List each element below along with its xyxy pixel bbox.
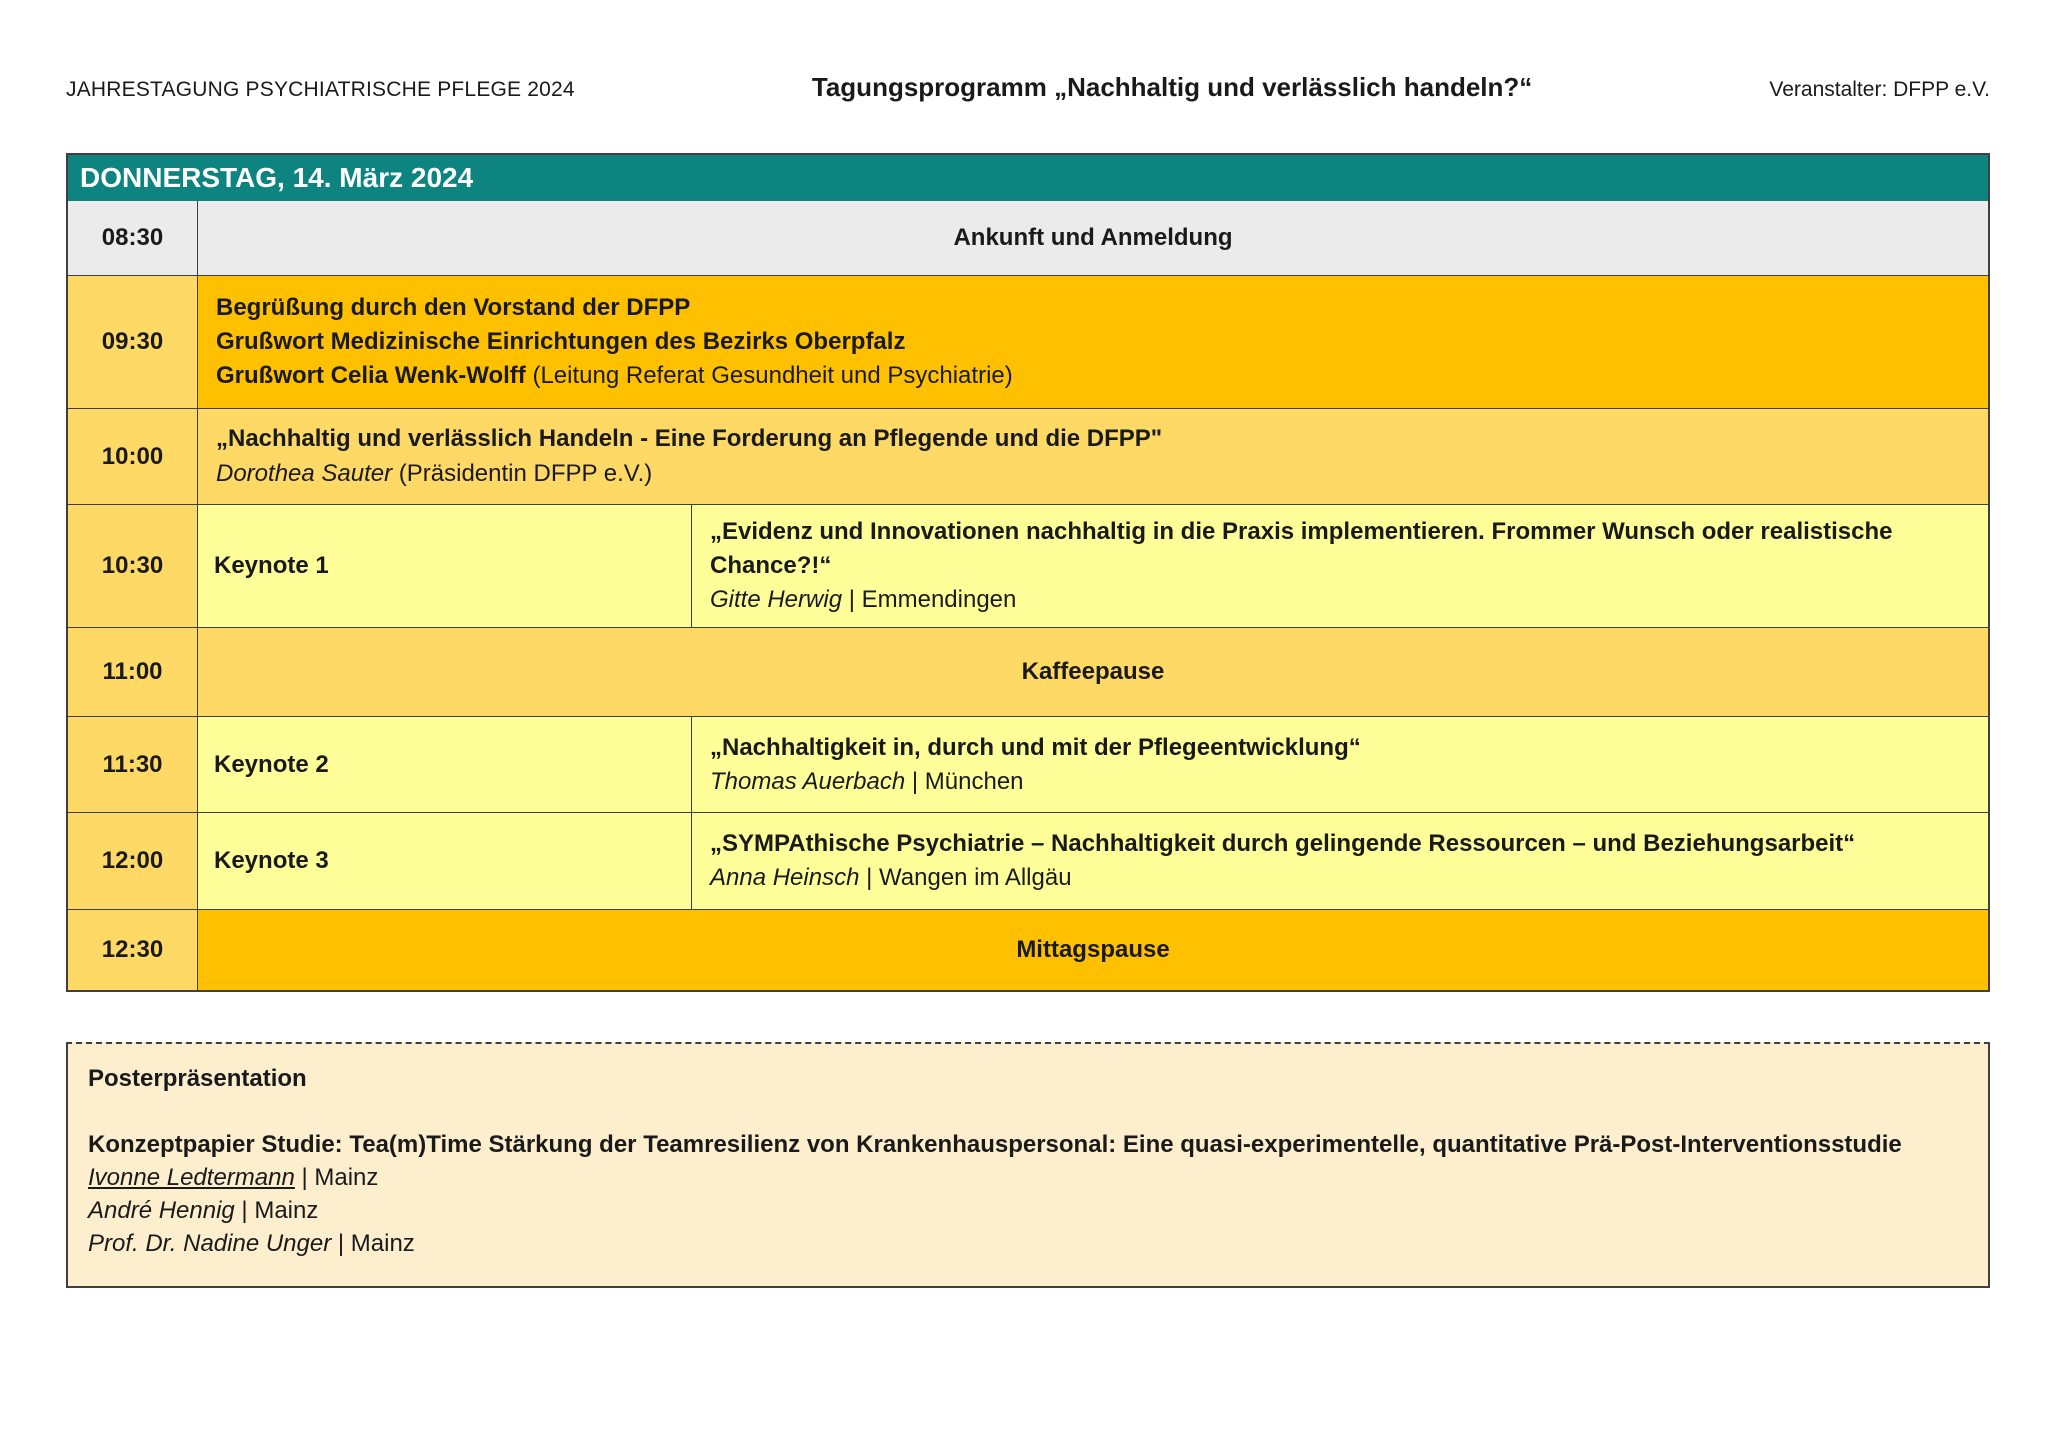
time-cell: 12:00 bbox=[68, 813, 198, 909]
event-cell bbox=[692, 717, 1988, 812]
greeting-line bbox=[216, 291, 1970, 325]
poster-heading: Posterpräsentation bbox=[88, 1065, 307, 1093]
table-row-arrival bbox=[68, 201, 1988, 275]
speaker-name: Dorothea Sauter bbox=[216, 459, 393, 487]
speaker-name: Gitte Herwig bbox=[710, 586, 843, 614]
speaker-line bbox=[710, 861, 1970, 895]
greeting-line bbox=[216, 359, 1970, 393]
time-cell: 12:30 bbox=[68, 910, 198, 990]
author-name: Ivonne Ledtermann bbox=[88, 1164, 295, 1192]
author-name: André Hennig bbox=[88, 1197, 235, 1225]
break-text: Mittagspause bbox=[1016, 936, 1170, 964]
page-title: Tagungsprogramm „Nachhaltig und verlässlich handeln?“ bbox=[811, 72, 1533, 102]
event-cell bbox=[692, 813, 1988, 909]
author-city: | Mainz bbox=[234, 1197, 319, 1225]
time-cell: 08:30 bbox=[68, 201, 198, 275]
greeting-text: Begrüßung durch den Vorstand der DFPP bbox=[216, 293, 691, 321]
poster-presentation-box bbox=[66, 1042, 1990, 1288]
day-header: DONNERSTAG, 14. März 2024 bbox=[68, 155, 1988, 201]
speaker-name: Anna Heinsch bbox=[710, 864, 860, 892]
table-row-talk bbox=[68, 408, 1988, 504]
table-row-keynote-3 bbox=[68, 812, 1988, 909]
greeting-text: Grußwort Medizinische Einrichtungen des Bezirks Oberpfalz bbox=[216, 327, 906, 355]
table-row-keynote-2 bbox=[68, 716, 1988, 812]
time-cell: 11:30 bbox=[68, 717, 198, 812]
speaker-line bbox=[216, 457, 1970, 491]
keynote-label: Keynote 2 bbox=[198, 717, 692, 812]
talk-title: „Nachhaltig und verlässlich Handeln - Eine Forderung an Pflegende und die DFPP" bbox=[216, 425, 1163, 453]
keynote-title: „Evidenz und Innovationen nachhaltig in die Praxis implementieren. Frommer Wunsch oder realistische Chance?!“ bbox=[710, 518, 1893, 580]
event-text: Ankunft und Anmeldung bbox=[953, 223, 1233, 251]
speaker-city: | München bbox=[905, 767, 1024, 795]
event-cell bbox=[198, 628, 1988, 716]
time-cell: 10:30 bbox=[68, 505, 198, 627]
poster-author bbox=[88, 1227, 1964, 1260]
break-text: Kaffeepause bbox=[1021, 658, 1165, 686]
keynote-label: Keynote 3 bbox=[198, 813, 692, 909]
organizer-label: Veranstalter: DFPP e.V. bbox=[1769, 78, 1990, 101]
event-cell bbox=[198, 409, 1988, 504]
keynote-title: „SYMPAthische Psychiatrie – Nachhaltigkeit durch gelingende Ressourcen – und Beziehungsarbeit“ bbox=[710, 830, 1856, 858]
table-row-keynote-1 bbox=[68, 504, 1988, 627]
greeting-role: (Leitung Referat Gesundheit und Psychiatrie) bbox=[525, 362, 1013, 390]
speaker-role: (Präsidentin DFPP e.V.) bbox=[392, 459, 653, 487]
time-cell: 10:00 bbox=[68, 409, 198, 504]
event-cell bbox=[198, 910, 1988, 990]
greeting-speaker: Grußwort Celia Wenk-Wolff bbox=[216, 362, 526, 390]
event-name: JAHRESTAGUNG PSYCHIATRISCHE PFLEGE 2024 bbox=[66, 78, 575, 101]
schedule-table bbox=[66, 153, 1990, 992]
event-cell bbox=[198, 201, 1988, 275]
time-cell: 11:00 bbox=[68, 628, 198, 716]
speaker-line bbox=[710, 583, 1970, 617]
table-row-greetings bbox=[68, 275, 1988, 408]
document-header bbox=[66, 72, 1990, 103]
author-city: | Mainz bbox=[294, 1164, 379, 1192]
time-cell: 09:30 bbox=[68, 276, 198, 408]
speaker-city: | Wangen im Allgäu bbox=[859, 864, 1072, 892]
poster-study-title: Konzeptpapier Studie: Tea(m)Time Stärkung der Teamresilienz von Krankenhauspersonal: Eine quasi-experimentelle, quantitative Prä-Post-Interventionsstudie bbox=[88, 1131, 1902, 1159]
author-name: Prof. Dr. Nadine Unger bbox=[88, 1230, 332, 1258]
event-cell bbox=[198, 276, 1988, 408]
table-row-coffee-break bbox=[68, 627, 1988, 716]
speaker-city: | Emmendingen bbox=[842, 586, 1017, 614]
poster-author bbox=[88, 1161, 1964, 1194]
table-row-lunch-break bbox=[68, 909, 1988, 990]
poster-author bbox=[88, 1194, 1964, 1227]
author-city: | Mainz bbox=[331, 1230, 415, 1258]
speaker-line bbox=[710, 765, 1970, 799]
speaker-name: Thomas Auerbach bbox=[710, 767, 906, 795]
event-cell bbox=[692, 505, 1988, 627]
keynote-label: Keynote 1 bbox=[198, 505, 692, 627]
keynote-title: „Nachhaltigkeit in, durch und mit der Pflegeentwicklung“ bbox=[710, 733, 1361, 761]
greeting-line bbox=[216, 325, 1970, 359]
